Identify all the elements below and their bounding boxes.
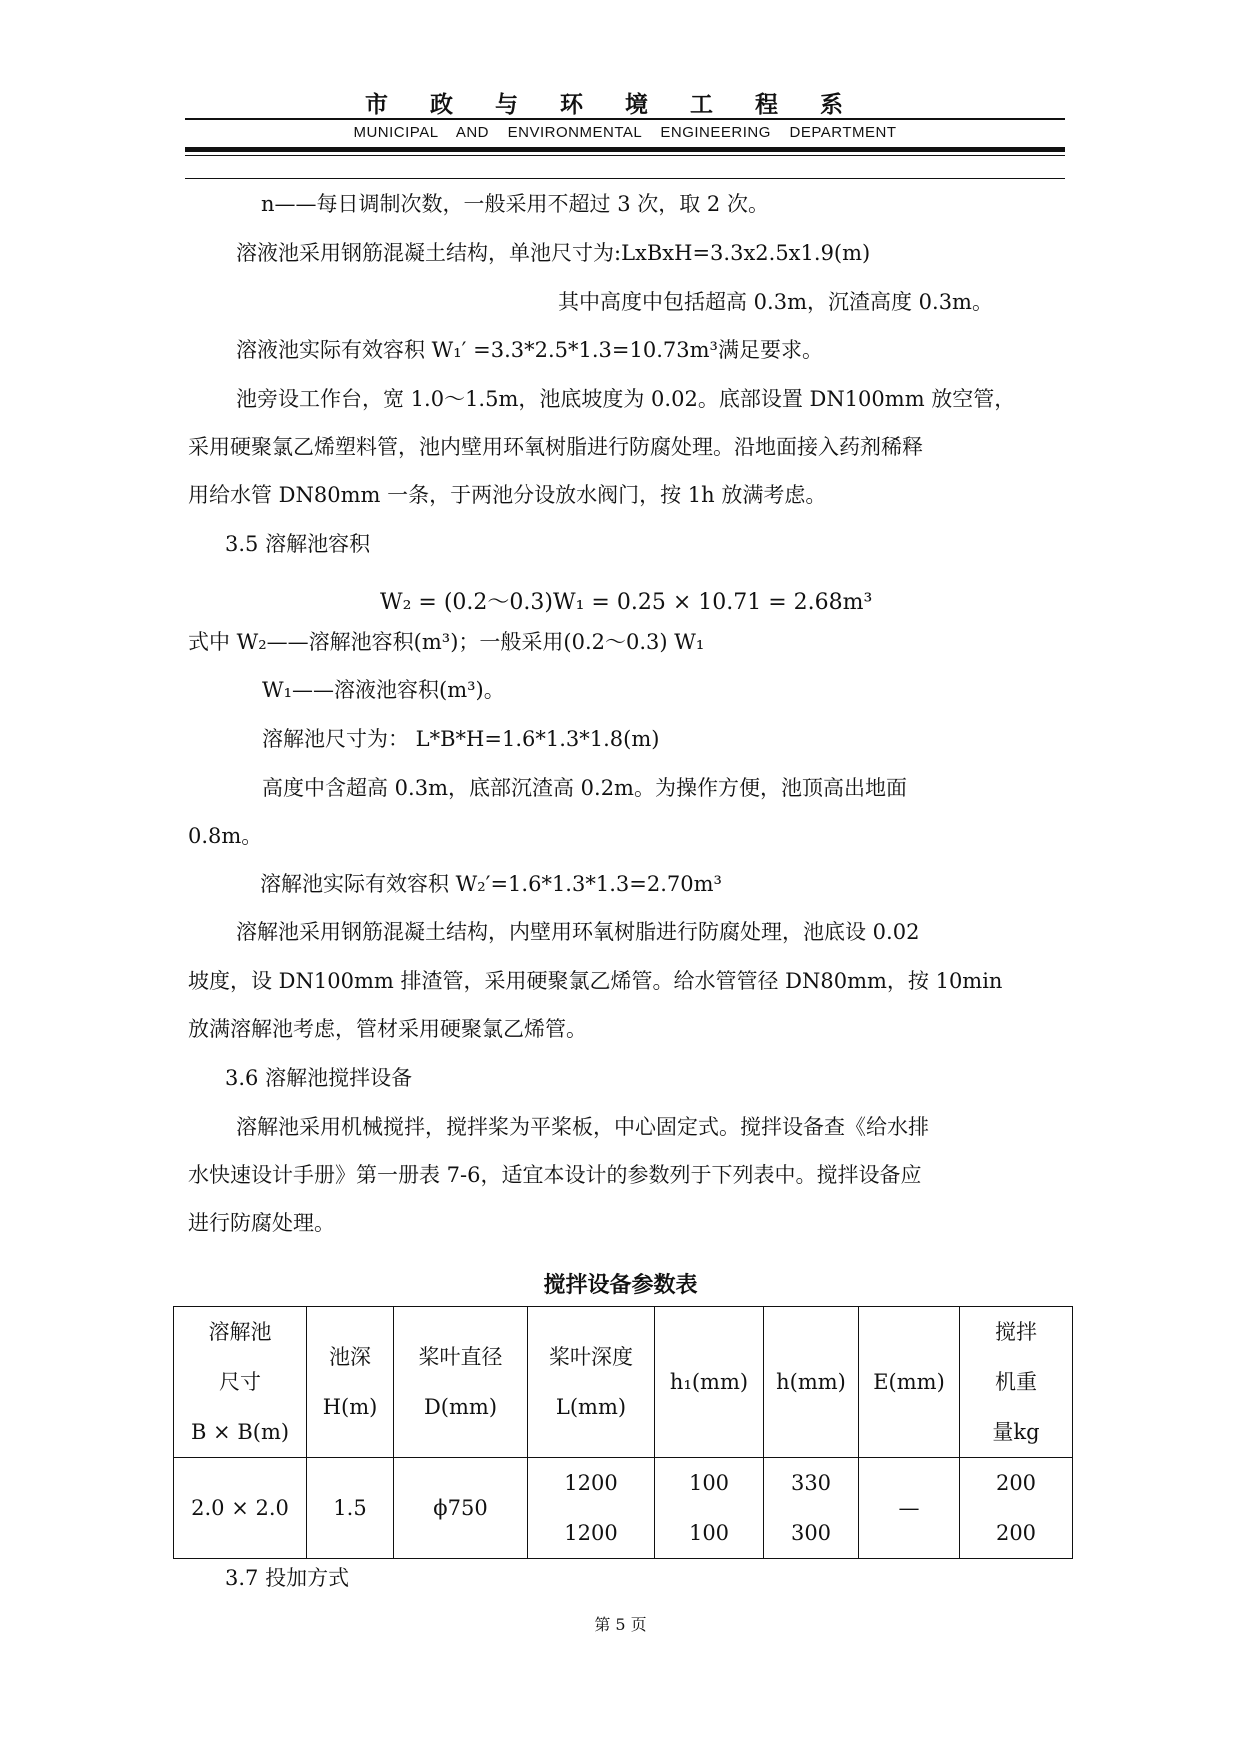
cell-value: 300 (790, 1521, 832, 1545)
paragraph-line: 进行防腐处理。 (188, 1211, 335, 1235)
header-text: 溶解池 (208, 1320, 272, 1344)
table-header-row (174, 1307, 1073, 1458)
paragraph-line: 溶液池采用钢筋混凝土结构，单池尺寸为:LxBxH=3.3x2.5x1.9(m) (236, 241, 871, 265)
header-rule-thin (185, 118, 1065, 120)
section-heading: 3.5 溶解池容积 (225, 532, 371, 556)
header-rule-thin-2 (185, 155, 1065, 156)
paragraph-line: 溶解池采用钢筋混凝土结构，内壁用环氧树脂进行防腐处理，池底设 0.02 (236, 920, 920, 944)
paragraph-line: 溶解池采用机械搅拌，搅拌桨为平桨板，中心固定式。搅拌设备查《给水排 (236, 1115, 929, 1139)
table-row (174, 1458, 1073, 1559)
paragraph-line: 高度中含超高 0.3m，底部沉渣高 0.2m。为操作方便，池顶高出地面 (262, 776, 907, 800)
cell-value: 1200 (564, 1471, 618, 1495)
paragraph-line: 采用硬聚氯乙烯塑料管，池内壁用环氧树脂进行防腐处理。沿地面接入药剂稀释 (188, 435, 923, 459)
formula: W₂ = (0.2～0.3)W₁ = 0.25 × 10.71 = 2.68m³ (380, 590, 873, 615)
paragraph-line: 溶解池实际有效容积 W₂′=1.6*1.3*1.3=2.70m³ (260, 872, 722, 896)
header-cell (960, 1307, 1073, 1458)
section-heading: 3.7 投加方式 (225, 1566, 350, 1590)
header-text: h₁(mm) (669, 1370, 749, 1394)
parameter-table (173, 1306, 1073, 1559)
table-cell (655, 1458, 764, 1559)
paragraph-line: 其中高度中包括超高 0.3m，沉渣高度 0.3m。 (558, 290, 993, 314)
header-cell (859, 1307, 960, 1458)
header-text: 量kg (992, 1420, 1040, 1444)
table-cell: 2.0 × 2.0 (174, 1458, 307, 1559)
cell-value: 200 (995, 1471, 1037, 1495)
paragraph-line: 用给水管 DN80mm 一条，于两池分设放水阀门，按 1h 放满考虑。 (188, 483, 827, 507)
table-cell (764, 1458, 859, 1559)
header-text: E(mm) (873, 1370, 945, 1394)
table-cell (960, 1458, 1073, 1559)
table-title: 搅拌设备参数表 (543, 1273, 698, 1298)
paragraph-line: 溶液池实际有效容积 W₁′ =3.3*2.5*1.3=10.73m³满足要求。 (236, 338, 823, 362)
paragraph-line: 0.8m。 (188, 824, 263, 848)
header-cell (764, 1307, 859, 1458)
department-title-cn: 市政与环境工程系 (365, 92, 885, 118)
cell-value: 330 (790, 1471, 832, 1495)
cell-value: 1200 (564, 1521, 618, 1545)
cell-value: 200 (995, 1521, 1037, 1545)
table-cell: — (859, 1458, 960, 1559)
header-text: 机重 (995, 1370, 1037, 1394)
paragraph-line: n——每日调制次数，一般采用不超过 3 次，取 2 次。 (261, 192, 769, 216)
header-rule-bottom (185, 178, 1065, 179)
header-text: 桨叶深度 (549, 1345, 633, 1369)
paragraph-line: 式中 W₂——溶解池容积(m³)；一般采用(0.2～0.3) W₁ (188, 630, 705, 654)
cell-value: 100 (688, 1471, 730, 1495)
header-text: H(m) (322, 1395, 378, 1419)
table-cell (528, 1458, 655, 1559)
table-cell: ϕ750 (394, 1458, 528, 1559)
department-title-en: MUNICIPAL AND ENVIRONMENTAL ENGINEERING DEPARTMENT (353, 124, 897, 141)
section-heading: 3.6 溶解池搅拌设备 (225, 1066, 413, 1090)
header-cell (307, 1307, 394, 1458)
header-cell (655, 1307, 764, 1458)
header-cell (174, 1307, 307, 1458)
header-text: 池深 (329, 1345, 371, 1369)
header-text: B × B(m) (190, 1420, 290, 1444)
table-cell: 1.5 (307, 1458, 394, 1559)
header-text: 桨叶直径 (418, 1345, 503, 1369)
paragraph-line: 溶解池尺寸为： L*B*H=1.6*1.3*1.8(m) (262, 727, 660, 751)
header-rule-thick (185, 147, 1065, 152)
paragraph-line: W₁——溶液池容积(m³)。 (262, 678, 505, 702)
paragraph-line: 水快速设计手册》第一册表 7-6，适宜本设计的参数列于下列表中。搅拌设备应 (188, 1163, 922, 1187)
paragraph-line: 池旁设工作台，宽 1.0～1.5m，池底坡度为 0.02。底部设置 DN100mm 放空管， (236, 387, 1016, 411)
paragraph-line: 坡度，设 DN100mm 排渣管，采用硬聚氯乙烯管。给水管管径 DN80mm，按 10min (188, 969, 1003, 993)
page-number: 第 5 页 (594, 1615, 647, 1634)
header-text: 搅拌 (995, 1320, 1037, 1344)
header-cell (528, 1307, 655, 1458)
header-text: D(mm) (423, 1395, 498, 1419)
header-text: L(mm) (555, 1395, 627, 1419)
cell-value: 100 (688, 1521, 730, 1545)
paragraph-line: 放满溶解池考虑，管材采用硬聚氯乙烯管。 (188, 1017, 587, 1041)
header-text: 尺寸 (219, 1370, 261, 1394)
header-text: h(mm) (776, 1370, 846, 1394)
header-cell (394, 1307, 528, 1458)
